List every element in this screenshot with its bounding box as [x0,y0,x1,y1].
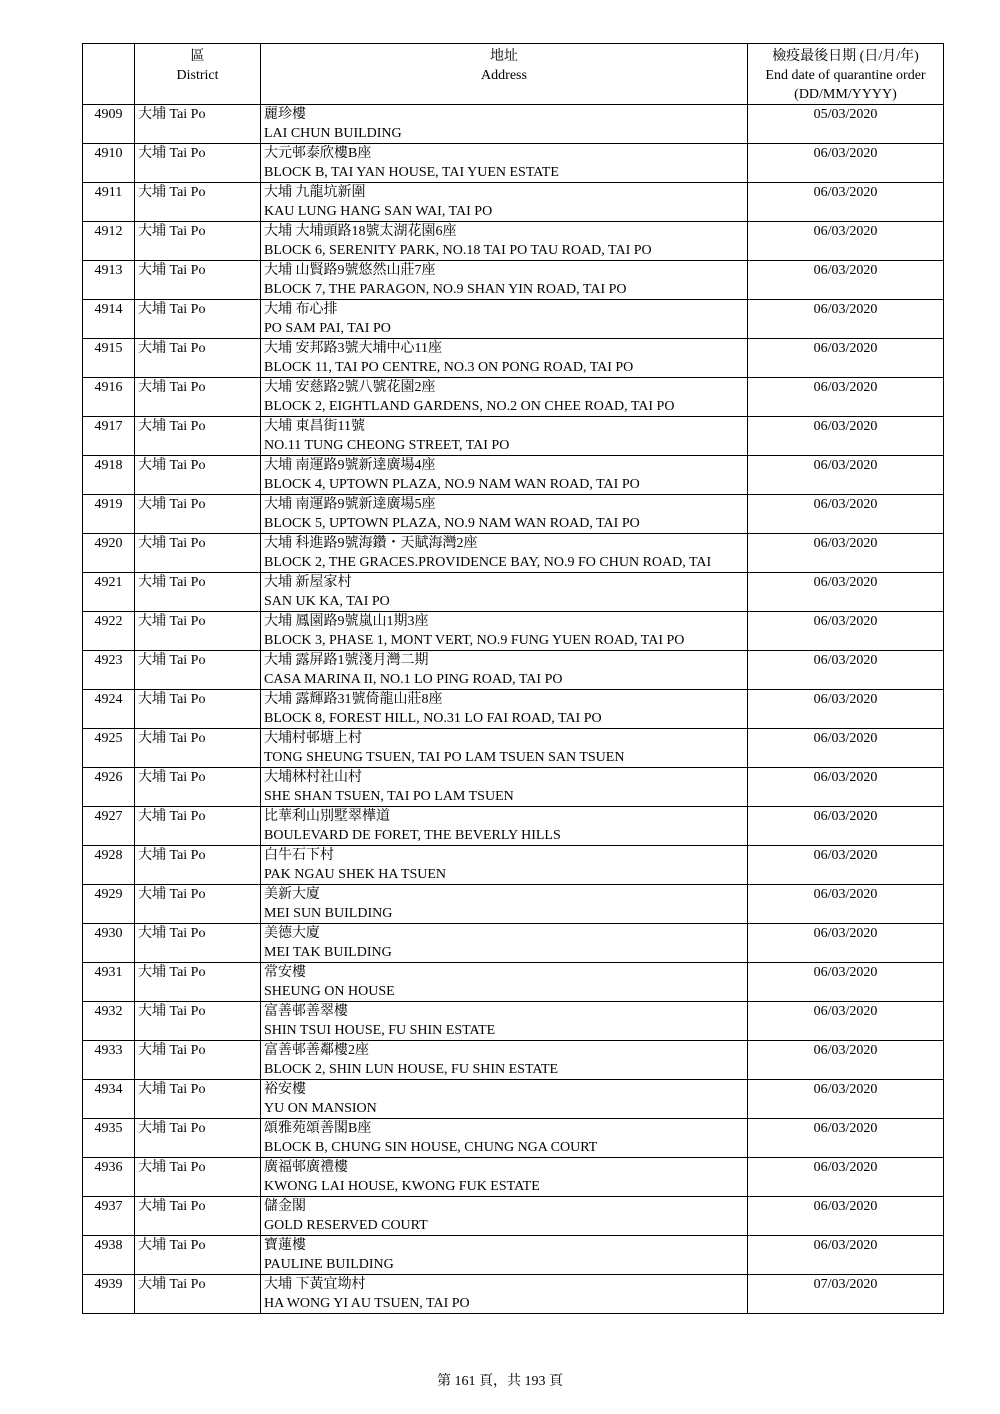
row-address-zh: 裕安樓 [264,1082,306,1097]
row-district: 大埔 Tai Po [135,222,261,261]
row-end-date: 06/03/2020 [748,651,944,690]
row-index: 4936 [83,1158,135,1197]
row-index: 4920 [83,534,135,573]
table-row [83,456,944,495]
row-district: 大埔 Tai Po [135,495,261,534]
row-address-en: BLOCK 2, THE GRACES.PROVIDENCE BAY, NO.9 FO CHUN ROAD, TAI [264,555,712,570]
row-address-en: CASA MARINA II, NO.1 LO PING ROAD, TAI PO [264,672,563,687]
table-row [83,534,944,573]
row-address [261,1041,748,1080]
row-address-zh: 大埔 露輝路31號倚龍山莊8座 [264,692,443,707]
row-address-zh: 寶蓮樓 [264,1238,306,1253]
row-index: 4919 [83,495,135,534]
row-address-en: BLOCK 5, UPTOWN PLAZA, NO.9 NAM WAN ROAD, TAI PO [264,516,640,531]
row-address [261,1119,748,1158]
row-address-zh: 廣福邨廣禮樓 [264,1160,348,1175]
header-district-zh: 區 [190,49,205,64]
row-address-zh: 大埔 下黃宜坳村 [264,1277,366,1292]
row-district: 大埔 Tai Po [135,690,261,729]
row-address-en: NO.11 TUNG CHEONG STREET, TAI PO [264,438,510,453]
row-address-zh: 富善邨善鄰樓2座 [264,1043,369,1058]
row-address-zh: 大埔 科進路9號海鑽・天賦海灣2座 [264,536,478,551]
row-end-date: 06/03/2020 [748,1041,944,1080]
row-district: 大埔 Tai Po [135,729,261,768]
row-district: 大埔 Tai Po [135,1275,261,1314]
row-index: 4933 [83,1041,135,1080]
table-row [83,924,944,963]
row-end-date: 07/03/2020 [748,1275,944,1314]
row-end-date: 06/03/2020 [748,1197,944,1236]
row-district: 大埔 Tai Po [135,651,261,690]
table-row [83,963,944,1002]
row-district: 大埔 Tai Po [135,846,261,885]
row-address [261,261,748,300]
row-end-date: 06/03/2020 [748,885,944,924]
row-address [261,885,748,924]
row-address [261,144,748,183]
table-row [83,105,944,144]
row-address [261,105,748,144]
row-index: 4913 [83,261,135,300]
row-district: 大埔 Tai Po [135,885,261,924]
table-row [83,1041,944,1080]
row-district: 大埔 Tai Po [135,1080,261,1119]
row-district: 大埔 Tai Po [135,378,261,417]
row-district: 大埔 Tai Po [135,105,261,144]
row-end-date: 06/03/2020 [748,807,944,846]
row-address [261,378,748,417]
row-district: 大埔 Tai Po [135,183,261,222]
row-index: 4934 [83,1080,135,1119]
row-address-zh: 大埔 安慈路2號八號花園2座 [264,380,436,395]
row-address-en: TONG SHEUNG TSUEN, TAI PO LAM TSUEN SAN TSUEN [264,750,625,765]
row-district: 大埔 Tai Po [135,768,261,807]
row-index: 4917 [83,417,135,456]
row-index: 4929 [83,885,135,924]
row-end-date: 06/03/2020 [748,690,944,729]
table-row [83,885,944,924]
row-address [261,846,748,885]
row-address-en: SAN UK KA, TAI PO [264,594,390,609]
row-address-zh: 美德大廈 [264,926,320,941]
row-district: 大埔 Tai Po [135,534,261,573]
row-district: 大埔 Tai Po [135,807,261,846]
row-end-date: 06/03/2020 [748,144,944,183]
row-address [261,300,748,339]
row-address-en: BLOCK 7, THE PARAGON, NO.9 SHAN YIN ROAD, TAI PO [264,282,627,297]
row-end-date: 06/03/2020 [748,300,944,339]
row-address-en: KAU LUNG HANG SAN WAI, TAI PO [264,204,493,219]
table-row [83,417,944,456]
row-address-en: PAK NGAU SHEK HA TSUEN [264,867,447,882]
row-index: 4939 [83,1275,135,1314]
table-row [83,495,944,534]
row-address-zh: 富善邨善翠樓 [264,1004,348,1019]
row-end-date: 06/03/2020 [748,339,944,378]
table-row [83,1080,944,1119]
table-row [83,144,944,183]
row-address-zh: 大埔村邨塘上村 [264,731,362,746]
row-district: 大埔 Tai Po [135,1236,261,1275]
table-header-row [83,44,944,105]
row-end-date: 06/03/2020 [748,573,944,612]
table-row [83,222,944,261]
row-address [261,183,748,222]
header-date-format: (DD/MM/YYYY) [794,87,897,102]
row-address-en: PO SAM PAI, TAI PO [264,321,391,336]
row-district: 大埔 Tai Po [135,1041,261,1080]
row-address-zh: 麗珍樓 [264,107,306,122]
row-district: 大埔 Tai Po [135,924,261,963]
row-end-date: 06/03/2020 [748,417,944,456]
row-address-zh: 大埔 布心排 [264,302,338,317]
row-index: 4915 [83,339,135,378]
row-address-en: GOLD RESERVED COURT [264,1218,428,1233]
row-district: 大埔 Tai Po [135,339,261,378]
header-address-cell [261,44,748,105]
table-row [83,612,944,651]
header-address-zh: 地址 [490,49,518,64]
row-address-zh: 白牛石下村 [264,848,334,863]
row-address-zh: 大埔 東昌街11號 [264,419,365,434]
header-index-cell [83,44,135,105]
row-address [261,1275,748,1314]
row-index: 4916 [83,378,135,417]
table-row [83,1197,944,1236]
row-address-en: BLOCK 3, PHASE 1, MONT VERT, NO.9 FUNG YUEN ROAD, TAI PO [264,633,685,648]
row-district: 大埔 Tai Po [135,456,261,495]
row-address-zh: 大埔 大埔頭路18號太湖花園6座 [264,224,457,239]
row-end-date: 06/03/2020 [748,261,944,300]
row-district: 大埔 Tai Po [135,573,261,612]
row-end-date: 06/03/2020 [748,534,944,573]
row-address [261,807,748,846]
row-index: 4922 [83,612,135,651]
row-index: 4927 [83,807,135,846]
row-index: 4909 [83,105,135,144]
row-address-en: BLOCK 4, UPTOWN PLAZA, NO.9 NAM WAN ROAD, TAI PO [264,477,640,492]
table-row [83,1119,944,1158]
row-address-zh: 頌雅苑頌善閣B座 [264,1121,372,1136]
row-address-en: MEI SUN BUILDING [264,906,393,921]
row-address-zh: 大埔 山賢路9號悠然山莊7座 [264,263,436,278]
row-index: 4912 [83,222,135,261]
table-row [83,807,944,846]
row-address [261,456,748,495]
row-district: 大埔 Tai Po [135,612,261,651]
row-address-en: BLOCK 6, SERENITY PARK, NO.18 TAI PO TAU ROAD, TAI PO [264,243,652,258]
row-index: 4911 [83,183,135,222]
row-end-date: 06/03/2020 [748,1236,944,1275]
row-end-date: 06/03/2020 [748,1080,944,1119]
row-address-zh: 大元邨泰欣樓B座 [264,146,372,161]
table-row [83,1002,944,1041]
row-address-en: LAI CHUN BUILDING [264,126,402,141]
row-index: 4938 [83,1236,135,1275]
row-address [261,963,748,1002]
row-district: 大埔 Tai Po [135,1119,261,1158]
row-address-en: HA WONG YI AU TSUEN, TAI PO [264,1296,470,1311]
row-address-zh: 大埔 南運路9號新達廣場5座 [264,497,436,512]
table-row [83,690,944,729]
row-address-zh: 儲金閣 [264,1199,306,1214]
row-end-date: 06/03/2020 [748,846,944,885]
row-address [261,495,748,534]
row-district: 大埔 Tai Po [135,417,261,456]
row-address [261,768,748,807]
table-body [83,105,944,1314]
row-address [261,417,748,456]
table-row [83,846,944,885]
header-date-cell [748,44,944,105]
row-end-date: 05/03/2020 [748,105,944,144]
header-district-cell [135,44,261,105]
row-address [261,1197,748,1236]
row-end-date: 06/03/2020 [748,222,944,261]
row-index: 4924 [83,690,135,729]
table-row [83,261,944,300]
row-address-zh: 大埔 安邦路3號大埔中心11座 [264,341,442,356]
row-address-en: BLOCK 2, SHIN LUN HOUSE, FU SHIN ESTATE [264,1062,559,1077]
row-end-date: 06/03/2020 [748,456,944,495]
row-address-zh: 大埔 九龍坑新圍 [264,185,366,200]
table-row [83,1236,944,1275]
table-row [83,183,944,222]
table-row [83,768,944,807]
quarantine-table [82,43,944,1314]
row-address-en: BLOCK 2, EIGHTLAND GARDENS, NO.2 ON CHEE ROAD, TAI PO [264,399,675,414]
row-address-zh: 大埔 露屏路1號淺月灣二期 [264,653,429,668]
row-address [261,1236,748,1275]
row-district: 大埔 Tai Po [135,1197,261,1236]
row-end-date: 06/03/2020 [748,924,944,963]
table-row [83,1158,944,1197]
row-end-date: 06/03/2020 [748,963,944,1002]
header-date-zh: 檢疫最後日期 (日/月/年) [772,49,919,64]
row-index: 4931 [83,963,135,1002]
table-row [83,651,944,690]
row-end-date: 06/03/2020 [748,183,944,222]
header-address-en: Address [481,68,527,83]
row-address [261,1158,748,1197]
row-address-en: SHIN TSUI HOUSE, FU SHIN ESTATE [264,1023,496,1038]
row-address-en: SHE SHAN TSUEN, TAI PO LAM TSUEN [264,789,514,804]
row-index: 4935 [83,1119,135,1158]
row-index: 4932 [83,1002,135,1041]
row-address [261,729,748,768]
row-address [261,924,748,963]
page-number: 第 161 頁，共 193 頁 [437,1374,563,1389]
row-end-date: 06/03/2020 [748,378,944,417]
row-district: 大埔 Tai Po [135,144,261,183]
table-row [83,339,944,378]
table-row [83,300,944,339]
row-district: 大埔 Tai Po [135,1002,261,1041]
row-address-en: BOULEVARD DE FORET, THE BEVERLY HILLS [264,828,561,843]
row-address-en: BLOCK 11, TAI PO CENTRE, NO.3 ON PONG ROAD, TAI PO [264,360,634,375]
row-address-zh: 大埔林村社山村 [264,770,362,785]
row-address-en: MEI TAK BUILDING [264,945,392,960]
row-address-en: SHEUNG ON HOUSE [264,984,395,999]
row-index: 4925 [83,729,135,768]
row-end-date: 06/03/2020 [748,612,944,651]
row-index: 4926 [83,768,135,807]
row-address-zh: 大埔 鳳園路9號嵐山1期3座 [264,614,429,629]
row-end-date: 06/03/2020 [748,729,944,768]
row-index: 4928 [83,846,135,885]
row-index: 4918 [83,456,135,495]
row-address [261,1002,748,1041]
row-address-en: BLOCK 8, FOREST HILL, NO.31 LO FAI ROAD, TAI PO [264,711,602,726]
row-address [261,573,748,612]
row-end-date: 06/03/2020 [748,1158,944,1197]
header-district-en: District [176,68,219,83]
row-address [261,339,748,378]
row-index: 4930 [83,924,135,963]
row-index: 4914 [83,300,135,339]
row-district: 大埔 Tai Po [135,963,261,1002]
row-district: 大埔 Tai Po [135,300,261,339]
row-address [261,651,748,690]
row-address-zh: 常安樓 [264,965,306,980]
row-index: 4923 [83,651,135,690]
row-end-date: 06/03/2020 [748,1002,944,1041]
row-address [261,612,748,651]
row-district: 大埔 Tai Po [135,261,261,300]
row-end-date: 06/03/2020 [748,768,944,807]
row-address-zh: 大埔 新屋家村 [264,575,352,590]
row-address [261,690,748,729]
row-address-en: YU ON MANSION [264,1101,377,1116]
table-row [83,378,944,417]
table-row [83,573,944,612]
row-end-date: 06/03/2020 [748,495,944,534]
header-date-en: End date of quarantine order [765,68,926,83]
row-address-en: BLOCK B, TAI YAN HOUSE, TAI YUEN ESTATE [264,165,559,180]
row-address [261,534,748,573]
table-row [83,729,944,768]
row-end-date: 06/03/2020 [748,1119,944,1158]
table-row [83,1275,944,1314]
row-address-en: KWONG LAI HOUSE, KWONG FUK ESTATE [264,1179,540,1194]
row-address [261,222,748,261]
row-index: 4921 [83,573,135,612]
row-address-en: BLOCK B, CHUNG SIN HOUSE, CHUNG NGA COURT [264,1140,598,1155]
row-index: 4937 [83,1197,135,1236]
row-address-en: PAULINE BUILDING [264,1257,394,1272]
row-district: 大埔 Tai Po [135,1158,261,1197]
row-address-zh: 大埔 南運路9號新達廣場4座 [264,458,436,473]
row-address-zh: 美新大廈 [264,887,320,902]
row-index: 4910 [83,144,135,183]
row-address [261,1080,748,1119]
row-address-zh: 比華利山別墅翠樺道 [264,809,390,824]
